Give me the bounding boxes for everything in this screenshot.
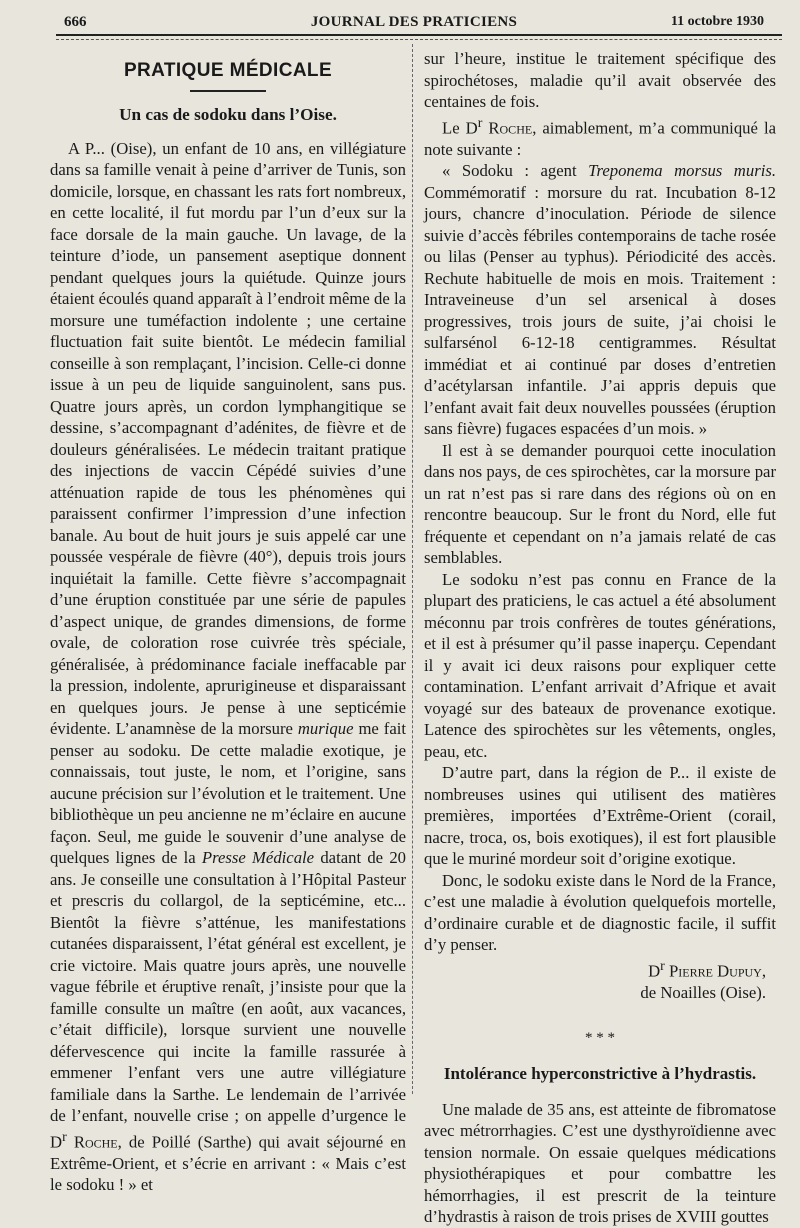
header-rule bbox=[56, 34, 782, 36]
author-location: de Noailles (Oise). bbox=[640, 982, 766, 1002]
issue-date: 11 octobre 1930 bbox=[670, 14, 764, 29]
body-text: A P... (Oise), un enfant de 10 ans, en villégiature dans sa famille venait à peine d’arriver de Tunis, son domicile, lorsque, en chassant les rats fort nombreux, en cette localité, il fut mordu par l’un d’eux sur la face dorsale de la main gauche. Un lavage, de la teinture d’iode, un pansement aseptique donnent pendant quelques jours la quiétude. Quinze jours étaient écoulés quand apparaît à l’endroit même de la morsure une tuméfaction indolente ; une certaine fluctuation fait suite bientôt. Le médecin familial conseille à son remplaçant, l’incision. Celle-ci donne issue à un peu de liquide sanguinolent, sans pus. Quatre jours après, un cordon lymphangitique se dessine, s’accompagnant d’adénites, de fièvre et de douleurs généralisées. Le médecin traitant pratique des injections de vaccin Cépédé suivies d’une atténuation rapide de tous les phénomènes qui paraissent confirmer l’impression d’une infection banale. Au bout de huit jours je suis appelé car une poussée vespérale de fièvre (40°), depuis trois jours inquiétait la famille. Cette fièvre s’accompagnait d’une éruption constituée par une série de papules d’aspect unique, de grandes dimensions, de forme ovale, de coloration rose cuivrée très spéciale, généralisée, à prédominance faciale ineffacable par la pression, indolente, aprurigineuse et disparaissant en quelques jours. Je pense à une septicémie évidente. L’anamnèse de la morsure bbox=[50, 138, 406, 738]
body-text-italic: murique bbox=[297, 719, 354, 738]
body-text: Le D bbox=[442, 118, 478, 138]
article-body-paragraph: D’autre part, dans la région de P... il existe de nombreuses usines qui utilisent des matières premières, importées d’Extrême-Orient (corail, nacre, troca, os, bois exotiques), il est fort plausible que le muriné mordeur soit d’origine exotique. bbox=[424, 763, 776, 869]
section-title: PRATIQUE MÉDICALE bbox=[123, 60, 333, 81]
article-title: Un cas de sodoku dans l’Oise. bbox=[119, 105, 337, 124]
column-divider bbox=[412, 44, 413, 1094]
section-rule bbox=[190, 90, 266, 92]
running-header bbox=[64, 14, 764, 36]
body-text: Commémoratif : morsure du rat. Incubation 8-12 jours, chancre d’inoculation. Période de silence suivie d’accès fébriles contemporains de tache rosée ou lilas (Penser au typhus). Périodicité des accès. Rechute habituelle de mois en mois. Traitement : Intraveineuse d’un sel arsenical à doses progressives, trois jours de suite, j’ai choisi le sulfarsénol 6-12-18 centigrammes. Résultat immédiat et ai continué par doses d’entretien d’acétylarsan infantile. J’ai appris depuis que l’enfant avait fait deux nouvelles poussées (éruption sans fièvre) fugaces espacées d’un mois. » bbox=[424, 182, 776, 439]
article-body-paragraph: Le sodoku n’est pas connu en France de la plupart des praticiens, le cas actuel a été absolument méconnu par trois confrères de toutes générations, et il est à présumer qu’il passe inaperçu. Cependant il y avait ici deux raisons pour expliquer cette contamination. L’enfant arrivait d’Afrique et avait voyagé sur des bateaux de provenance exotique. Latence des spirochètes sur les vêtements, ongles, peau, etc. bbox=[424, 569, 776, 761]
page-number: 666 bbox=[64, 14, 87, 30]
article-body-paragraph: Il est à se demander pourquoi cette inoculation dans nos pays, de ces spirochètes, car la morsure par un rat n’est pas si rare dans des régions où on en rencontre beaucoup. Sur le front du Nord, elle fut fréquente et cependant on n’a jamais relaté de cas semblables. bbox=[424, 440, 776, 568]
article-body-paragraph: Une malade de 35 ans, est atteinte de fibromatose avec métrorrhagies. C’est une dysthyroïdienne avec tension normale. On essaie quelques médications physiothérapiques et pour combattre les hémorrhagies, il est prescrit de la teinture d’hydrastis à raison de trois prises de XVIII gouttes bbox=[424, 1099, 776, 1227]
article-body-paragraph bbox=[424, 113, 776, 161]
author-name: Pierre Dupuy, bbox=[668, 961, 766, 981]
doctor-name: Roche bbox=[73, 1132, 118, 1152]
doctor-name: Roche bbox=[488, 118, 533, 138]
body-text: datant de 20 ans. Je conseille une consultation à l’Hôpital Pasteur et prescris du collargol, de la septicémine, etc... Bientôt la fièvre s’atténue, les manifestations cutanées disparaissent, l’état général est excellent, je crie victoire. Mais quatre jours après, une nouvelle vague fébrile et éruptive renaît, j’insiste pour que la famille consulte un maître (en août, aux vacances, c’était difficile), lorsque survient une nouvelle défervescence qui incite la famille rassurée à emmener l’enfant vers une autre villégiature familiale dans la Sarthe. Le lendemain de l’arrivée de l’enfant, nouvelle crise ; on appelle d’urgence le D bbox=[50, 848, 407, 1152]
body-text: , aimablement, m’a communiqué la note suivante : bbox=[424, 118, 776, 159]
body-text: me fait penser au sodoku. De cette maladie exotique, je connaissais, tout juste, le nom, et l’origine, sans aucune précision sur l’évolution et le traitement. Une bibliothèque un peu ancienne ne m’éclaire en aucune façon. Seul, me guide le souvenir d’une analyse de quelques lignes de la bbox=[50, 719, 406, 867]
superscript: r bbox=[660, 958, 665, 974]
article-body-paragraph: sur l’heure, institue le traitement spécifique des spirochétoses, maladie qu’il avait observée des centaines de fois. bbox=[424, 49, 776, 111]
body-text: , de Poillé (Sarthe) qui avait séjourné en Extrême-Orient, et s’écrie en arrivant : « Mais c’est le sodoku ! » et bbox=[50, 1132, 406, 1195]
species-name: Treponema morsus muris. bbox=[588, 161, 776, 181]
section-separator: * * * bbox=[585, 1030, 615, 1047]
left-column bbox=[50, 48, 406, 1196]
article-title: Intolérance hyperconstrictive à l’hydrastis. bbox=[443, 1064, 757, 1084]
superscript: r bbox=[62, 1129, 67, 1145]
journal-title: JOURNAL DES PRATICIENS bbox=[310, 14, 518, 30]
header-rule-dashed bbox=[56, 39, 782, 40]
right-column bbox=[424, 48, 776, 1228]
author-signature bbox=[424, 956, 766, 982]
article-body-paragraph bbox=[50, 138, 406, 1196]
quoted-note bbox=[424, 160, 776, 440]
body-text: « Sodoku : agent bbox=[442, 161, 577, 181]
journal-reference: Presse Médicale bbox=[201, 848, 315, 867]
superscript: r bbox=[477, 115, 483, 131]
signature-prefix: D bbox=[648, 961, 661, 981]
article-body-paragraph: Donc, le sodoku existe dans le Nord de la France, c’est une maladie à évolution quelquefois mortelle, d’ordinaire curable et de diagnostic facile, il suffit d’y penser. bbox=[424, 870, 776, 955]
